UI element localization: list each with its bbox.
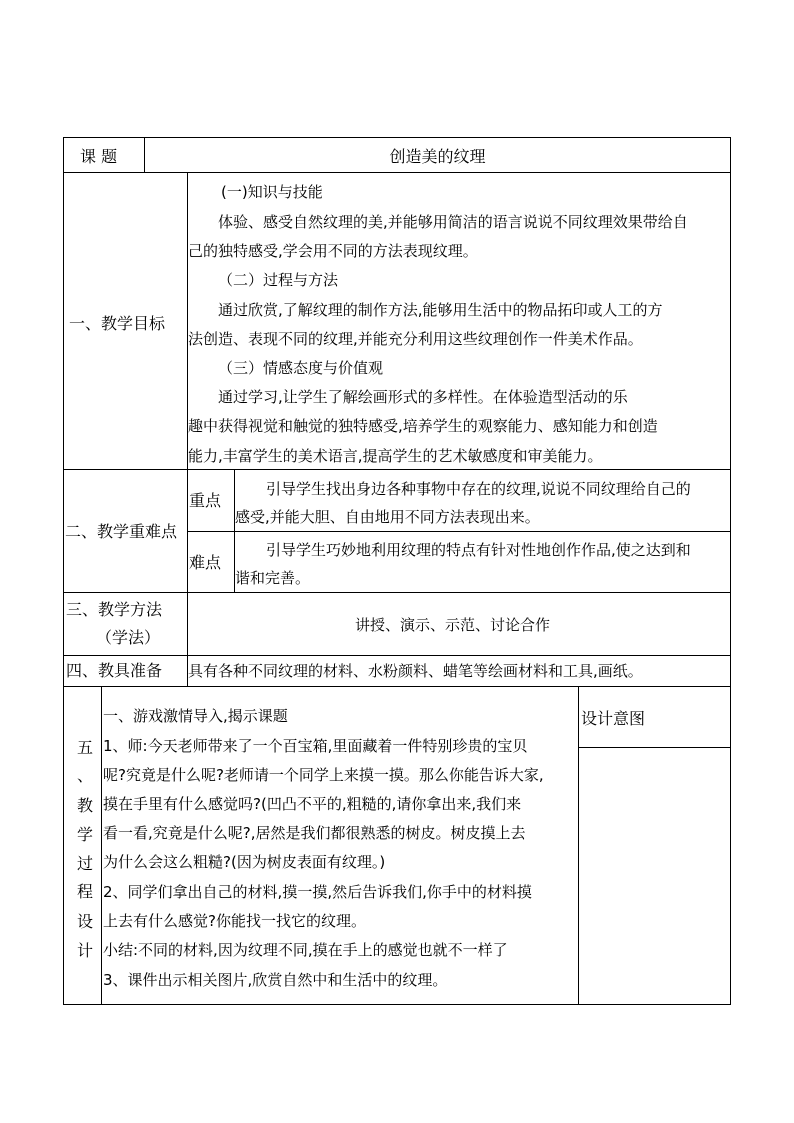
objectives-heading-process: （二）过程与方法 — [218, 271, 339, 289]
design-intent-label: 设计意图 — [581, 709, 646, 728]
focus-line: 引导学生找出身边各种事物中存在的纹理,说说不同纹理给自己的 — [266, 480, 691, 498]
process-label-char: 学 — [76, 825, 93, 844]
focus-line: 感受,并能大胆、自由地用不同方法表现出来。 — [235, 508, 540, 526]
method-value: 讲授、演示、示范、讨论合作 — [355, 616, 551, 634]
objectives-line: 能力,丰富学生的美术语言,提高学生的艺术敏感度和审美能力。 — [188, 447, 603, 465]
process-line: 2、同学们拿出自己的材料,摸一摸,然后告诉我们,你手中的材料摸 — [103, 883, 532, 901]
objectives-line: 己的独特感受,学会用不同的方法表现纹理。 — [188, 242, 478, 260]
topic-label: 课 题 — [80, 147, 118, 166]
row-divider-objectives — [63, 469, 731, 470]
difficulty-line: 引导学生巧妙地利用纹理的特点有针对性地创作作品,使之达到和 — [266, 541, 691, 559]
process-label-char: 过 — [76, 854, 93, 873]
row-divider-keypoints — [63, 592, 731, 593]
lesson-plan-table — [63, 137, 731, 1005]
col-divider-process-label — [101, 686, 102, 1005]
objectives-heading-knowledge: (一)知识与技能 — [221, 183, 323, 201]
row-divider-method — [63, 655, 731, 656]
process-label-char: 设 — [76, 912, 93, 931]
process-line: 一、游戏激情导入,揭示课题 — [103, 707, 288, 725]
objectives-line: 通过学习,让学生了解绘画形式的多样性。在体验造型活动的乐 — [218, 388, 628, 406]
materials-label: 四、教具准备 — [66, 661, 163, 680]
objectives-heading-values: （三）情感态度与价值观 — [218, 359, 384, 377]
method-label-sub: （学法） — [96, 628, 161, 647]
focus-label: 重点 — [189, 491, 222, 510]
keypoints-label: 二、教学重难点 — [65, 522, 178, 541]
row-divider-topic — [63, 172, 731, 173]
objectives-label: 一、教学目标 — [69, 314, 166, 333]
process-line: 3、课件出示相关图片,欣赏自然中和生活中的纹理。 — [103, 971, 448, 989]
process-line: 摸在手里有什么感觉吗?(凹凸不平的,粗糙的,请你拿出来,我们来 — [103, 795, 522, 813]
process-line: 看一看,究竟是什么呢?,居然是我们都很熟悉的树皮。树皮摸上去 — [103, 824, 526, 842]
process-label-char: 、 — [76, 766, 93, 785]
process-line: 为什么会这么粗糙?(因为树皮表面有纹理。) — [103, 853, 386, 871]
objectives-line: 通过欣赏,了解纹理的制作方法,能够用生活中的物品拓印或人工的方 — [218, 301, 663, 319]
materials-value: 具有各种不同纹理的材料、水粉颜料、蜡笔等绘画材料和工具,画纸。 — [188, 662, 643, 680]
process-line: 小结:不同的材料,因为纹理不同,摸在手上的感觉也就不一样了 — [103, 941, 508, 959]
objectives-line: 体验、感受自然纹理的美,并能够用简洁的语言说说不同纹理效果带给自 — [218, 213, 688, 231]
process-label-char: 程 — [76, 882, 93, 901]
process-line: 上去有什么感觉?你能找一找它的纹理。 — [103, 912, 366, 930]
process-label-char: 五 — [76, 738, 93, 757]
difficulty-line: 谐和完善。 — [235, 569, 311, 587]
row-divider-materials — [63, 686, 731, 687]
process-label-char: 教 — [76, 796, 93, 815]
method-label: 三、教学方法 — [66, 600, 163, 619]
objectives-line: 法创造、表现不同的纹理,并能充分利用这些纹理创作一件美术作品。 — [188, 330, 643, 348]
objectives-line: 趣中获得视觉和触觉的独特感受,培养学生的观察能力、感知能力和创造 — [188, 417, 658, 435]
col-divider-design-intent — [578, 686, 579, 1005]
row-divider-design-intent — [578, 747, 731, 748]
difficulty-label: 难点 — [189, 553, 222, 572]
process-line: 1、师:今天老师带来了一个百宝箱,里面藏着一件特别珍贵的宝贝 — [103, 737, 528, 755]
process-label-char: 计 — [76, 941, 93, 960]
row-divider-focus — [187, 531, 731, 532]
topic-title: 创造美的纹理 — [389, 147, 486, 166]
process-line: 呢?究竟是什么呢?老师请一个同学上来摸一摸。那么你能告诉大家, — [103, 766, 544, 784]
